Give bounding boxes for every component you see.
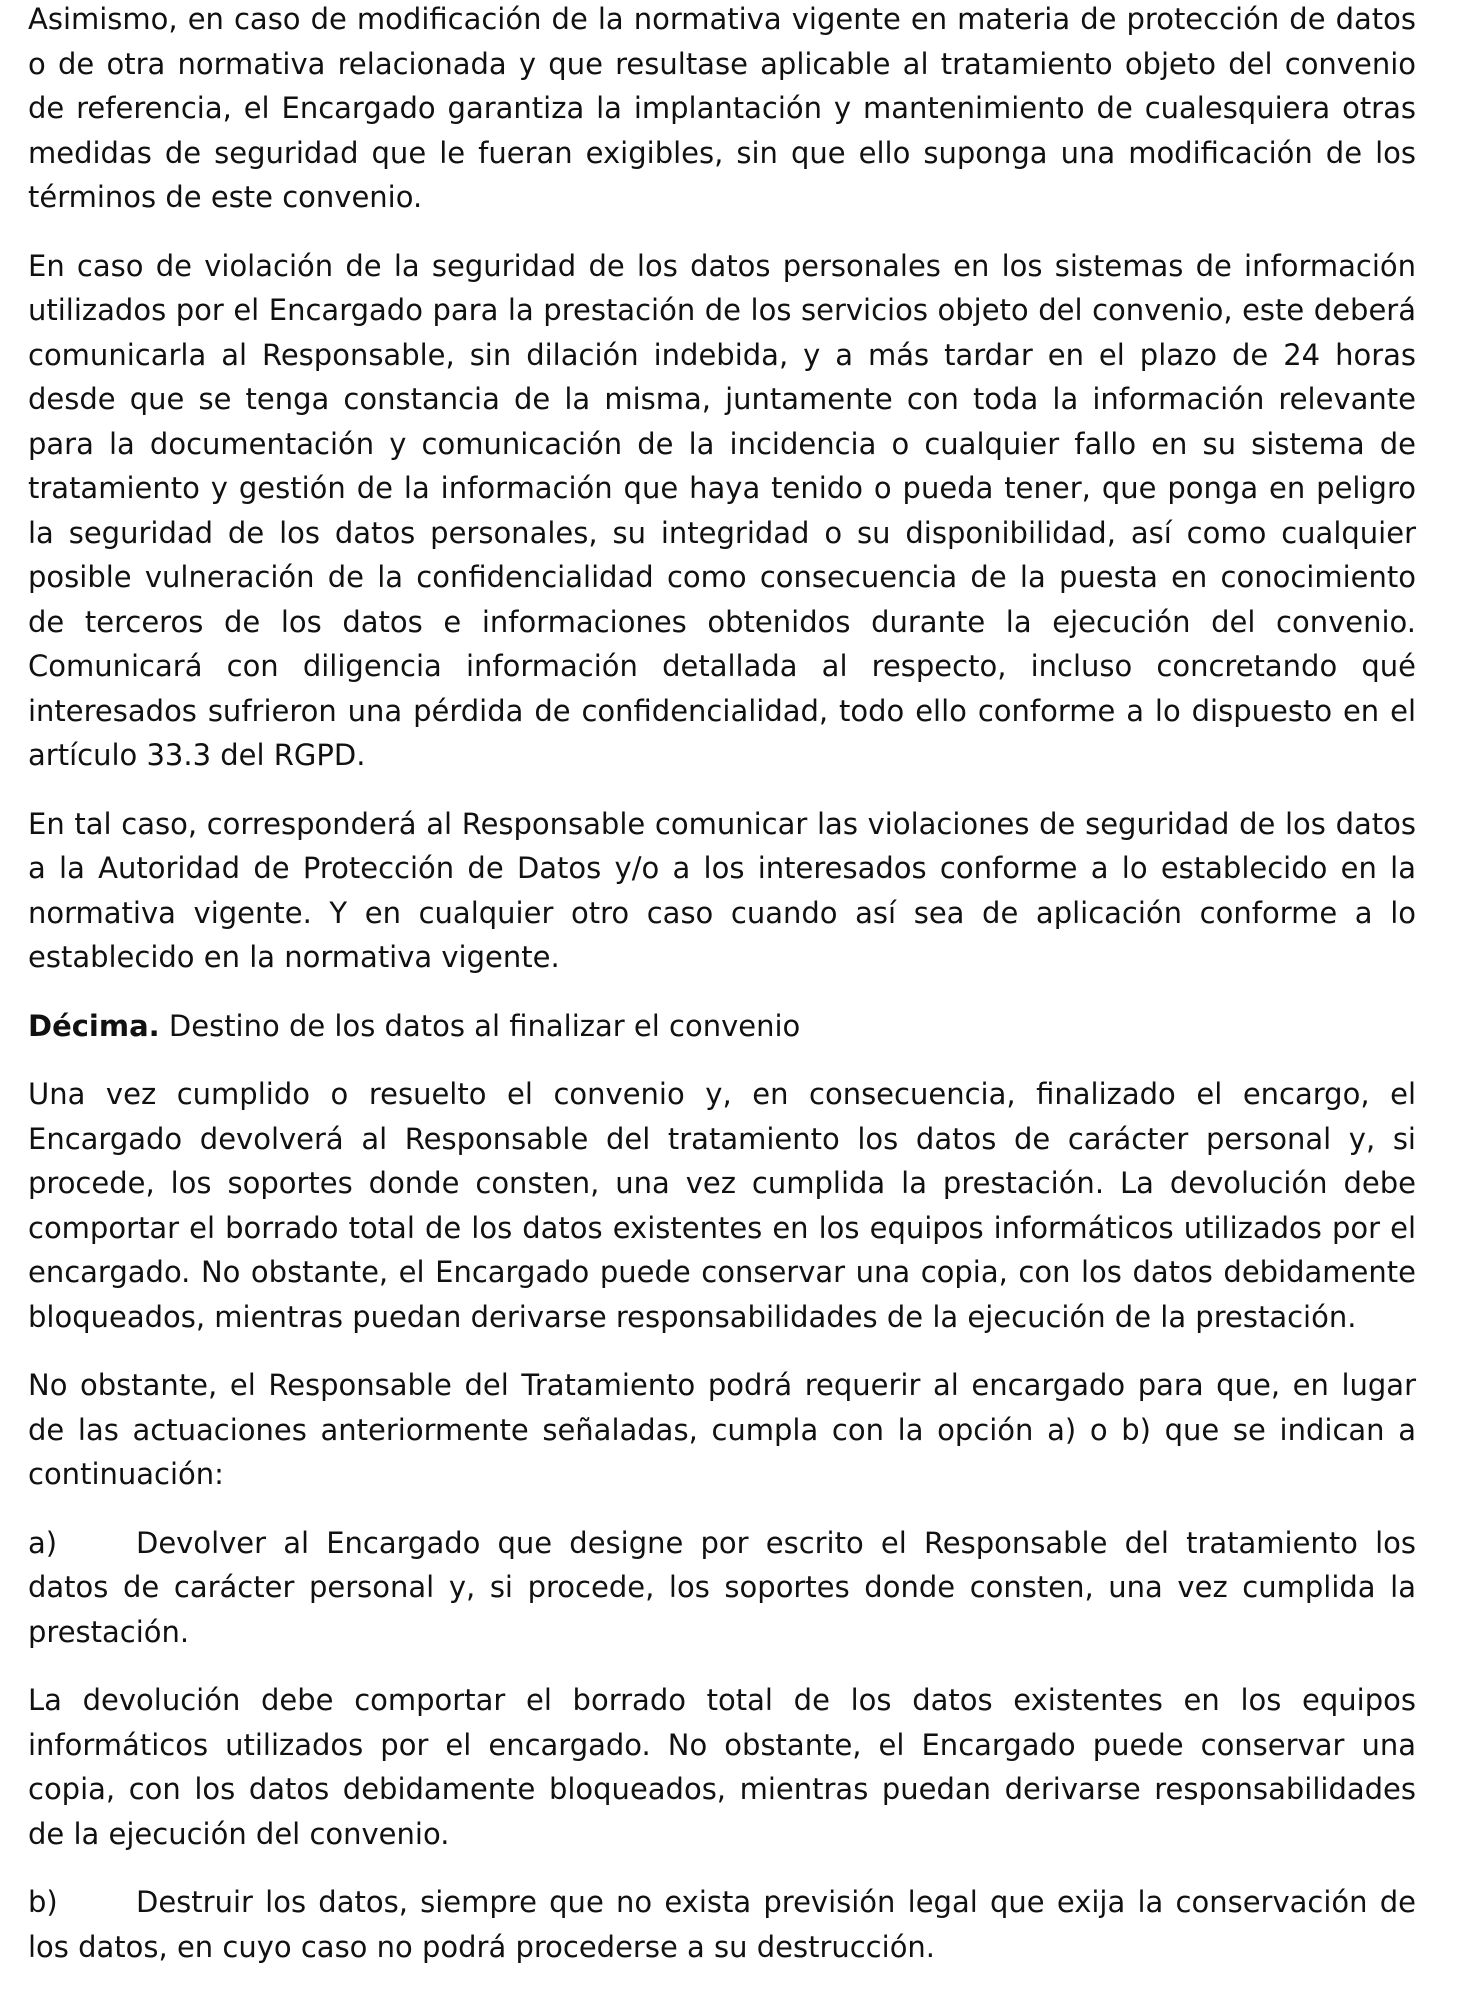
option-b-text: Destruir los datos, siempre que no exista previsión legal que exija la conservación de los datos, en cuyo caso no podrá procederse a su destrucción. — [28, 1885, 1416, 1964]
section-heading — [28, 1004, 1416, 1049]
section-title: Destino de los datos al finalizar el convenio — [168, 1008, 801, 1043]
list-item-option-a — [28, 1521, 1416, 1655]
paragraph-options-intro: No obstante, el Responsable del Tratamiento podrá requerir al encargado para que, en lugar de las actuaciones anteriormente señaladas, cumpla con la opción a) o b) que se indican a continuación: — [28, 1368, 1416, 1491]
section-label: Décima. — [28, 1008, 160, 1043]
paragraph-option-a-note: La devolución debe comportar el borrado total de los datos existentes en los equipos informáticos utilizados por el encargado. No obstante, el Encargado puede conservar una copia, con los datos debidamente bloqueados, mientras puedan derivarse responsabilidades de la ejecución del convenio. — [28, 1683, 1416, 1851]
paragraph-breach-notification: En tal caso, corresponderá al Responsable comunicar las violaciones de seguridad de los datos a la Autoridad de Protección de Datos y/o a los interesados conforme a lo establecido en la normativa vigente. Y en cualquier otro caso cuando así sea de aplicación conforme a lo establecido en la normativa vigente. — [28, 806, 1416, 974]
option-a-marker: a) — [28, 1525, 58, 1560]
option-b-marker: b) — [28, 1885, 58, 1919]
option-a-text: Devolver al Encargado que designe por escrito el Responsable del tratamiento los datos de carácter personal y, si procede, los soportes donde consten, una vez cumplida la prestación. — [28, 1525, 1416, 1649]
document-page — [28, 0, 1416, 1993]
paragraph-security-measures: Asimismo, en caso de modificación de la normativa vigente en materia de protección de datos o de otra normativa relacionada y que resultase aplicable al tratamiento objeto del convenio de referencia, el Encargado garantiza la implantación y mantenimiento de cualesquiera otras medidas de seguridad que le fueran exigibles, sin que ello suponga una modificación de los términos de este convenio. — [28, 2, 1416, 214]
paragraph-data-return: Una vez cumplido o resuelto el convenio y, en consecuencia, finalizado el encargo, el Encargado devolverá al Responsable del tratamiento los datos de carácter personal y, si procede, los soportes donde consten, una vez cumplida la prestación. La devolución debe comportar el borrado total de los datos existentes en los equipos informáticos utilizados por el encargado. No obstante, el Encargado puede conservar una copia, con los datos debidamente bloqueados, mientras puedan derivarse responsabilidades de la ejecución de la prestación. — [28, 1077, 1416, 1334]
list-item-option-b — [28, 1880, 1416, 1969]
paragraph-security-breach: En caso de violación de la seguridad de los datos personales en los sistemas de información utilizados por el Encargado para la prestación de los servicios objeto del convenio, este deberá comunicarla al Responsable, sin dilación indebida, y a más tardar en el plazo de 24 horas desde que se tenga constancia de la misma, juntamente con toda la información relevante para la documentación y comunicación de la incidencia o cualquier fallo en su sistema de tratamiento y gestión de la información que haya tenido o pueda tener, que ponga en peligro la seguridad de los datos personales, su integridad o su disponibilidad, así como cualquier posible vulneración de la confidencialidad como consecuencia de la puesta en conocimiento de terceros de los datos e informaciones obtenidos durante la ejecución del convenio. Comunicará con diligencia información detallada al respecto, incluso concretando qué interesados sufrieron una pérdida de confidencialidad, todo ello conforme a lo dispuesto en el artículo 33.3 del RGPD. — [28, 248, 1416, 772]
